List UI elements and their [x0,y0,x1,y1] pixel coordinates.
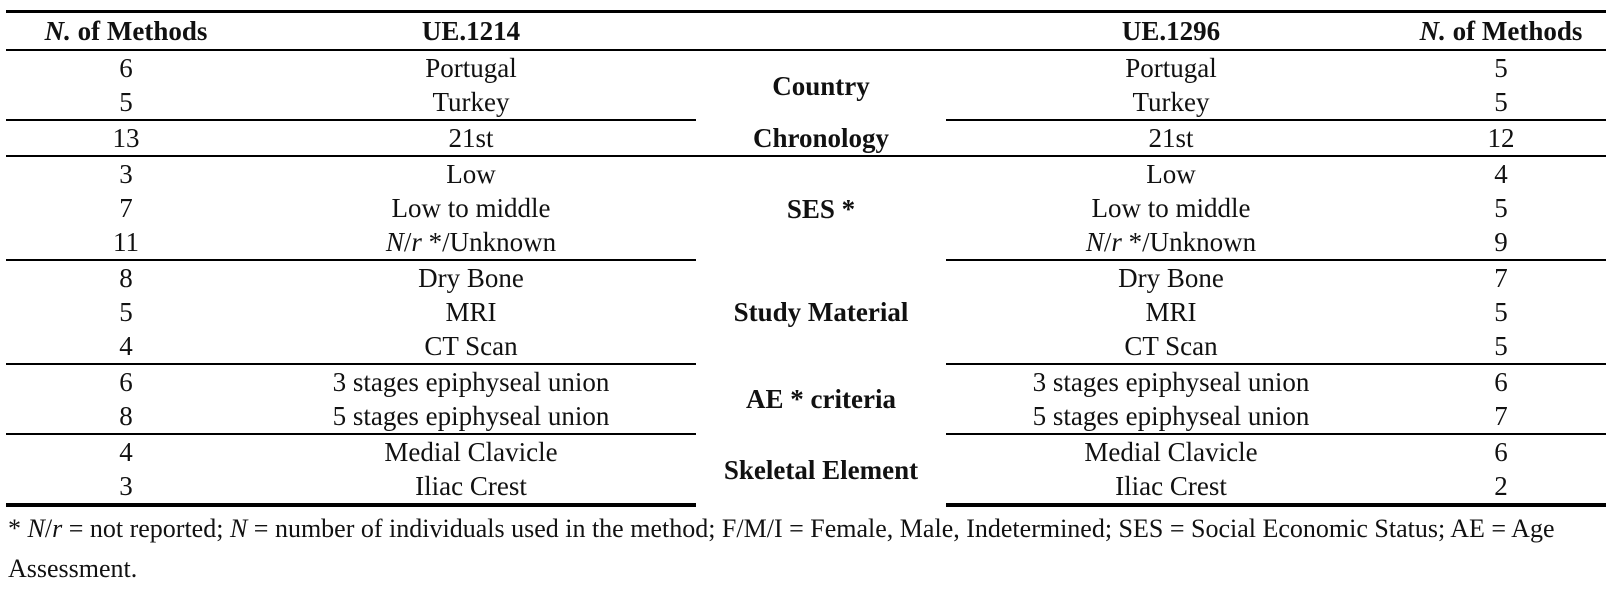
right-n-methods-cell: 5 [1494,53,1508,83]
left-label-cell: 21st [246,120,696,156]
comparison-table [6,10,1606,507]
right-n-methods-cell: 12 [1396,120,1606,156]
right-label-cell: N/r */Unknown [946,225,1396,260]
left-label-cell: Portugal [425,53,517,83]
right-n-methods-cell: 5 [1494,193,1508,223]
header-left-title: UE.1214 [421,15,521,46]
right-label-cell: 21st [946,120,1396,156]
right-label-cell: Medial Clavicle [1084,437,1258,467]
right-n-methods-cell: 5 [1396,85,1606,120]
table-row [6,434,1606,469]
left-label-cell: Dry Bone [418,263,524,293]
right-n-methods-cell: 6 [1494,437,1508,467]
left-label-cell: 3 stages epiphyseal union [332,367,610,397]
table-footnote: * N/r = not reported; N = number of individuals used in the method; F/M/I = Female, Male, Indetermined; SES = Social Economic Status; AE = Age Assessment. [8,514,1555,583]
category-cell: Skeletal Element [723,454,919,485]
right-label-cell: Turkey [946,85,1396,120]
header-right-n-methods: N. of Methods [1419,15,1583,46]
right-label-cell: MRI [1145,297,1197,327]
table-row [6,260,1606,295]
right-label-cell: Iliac Crest [946,469,1396,505]
right-n-methods-cell: 9 [1396,225,1606,260]
right-n-methods-cell: 4 [1494,159,1508,189]
left-label-cell: Iliac Crest [246,469,696,505]
header-left-n-methods: N. of Methods [44,15,208,46]
table-row [6,50,1606,85]
left-label-cell: 5 stages epiphyseal union [246,399,696,434]
left-n-methods-cell: 8 [119,263,133,293]
left-label-cell: MRI [445,297,497,327]
left-n-methods-cell: 4 [6,329,246,364]
right-label-cell: Dry Bone [1118,263,1224,293]
header-row [6,12,1606,51]
right-n-methods-cell: 5 [1396,329,1606,364]
category-cell: Chronology [696,120,946,156]
right-n-methods-cell: 7 [1396,399,1606,434]
right-n-methods-cell: 5 [1494,297,1508,327]
left-n-methods-cell: 4 [119,437,133,467]
left-n-methods-cell: 6 [119,367,133,397]
right-n-methods-cell: 7 [1494,263,1508,293]
left-n-methods-cell: 5 [6,85,246,120]
right-label-cell: Low to middle [1091,193,1251,223]
left-n-methods-cell: 13 [6,120,246,156]
left-n-methods-cell: 11 [6,225,246,260]
left-n-methods-cell: 3 [6,469,246,505]
header-category [696,12,946,51]
right-n-methods-cell: 2 [1396,469,1606,505]
header-right-title: UE.1296 [1121,15,1221,46]
table-row [6,364,1606,399]
left-n-methods-cell: 6 [119,53,133,83]
right-label-cell: Low [1146,159,1196,189]
left-n-methods-cell: 7 [119,193,133,223]
left-label-cell: Medial Clavicle [384,437,558,467]
category-cell: Study Material [733,297,909,327]
left-n-methods-cell: 5 [119,297,133,327]
table-row [6,120,1606,156]
right-label-cell: 5 stages epiphyseal union [946,399,1396,434]
left-label-cell: CT Scan [246,329,696,364]
right-label-cell: CT Scan [946,329,1396,364]
table-body [6,50,1606,505]
left-n-methods-cell: 8 [6,399,246,434]
left-n-methods-cell: 3 [119,159,133,189]
right-label-cell: Portugal [1125,53,1217,83]
left-label-cell: Low [446,159,496,189]
table-row [6,156,1606,191]
right-n-methods-cell: 6 [1494,367,1508,397]
left-label-cell: N/r */Unknown [246,225,696,260]
category-cell: SES * [786,193,856,224]
category-cell: AE * criteria [746,384,896,414]
left-label-cell: Turkey [246,85,696,120]
right-label-cell: 3 stages epiphyseal union [1032,367,1310,397]
category-cell: Country [772,70,870,101]
left-label-cell: Low to middle [391,193,551,223]
